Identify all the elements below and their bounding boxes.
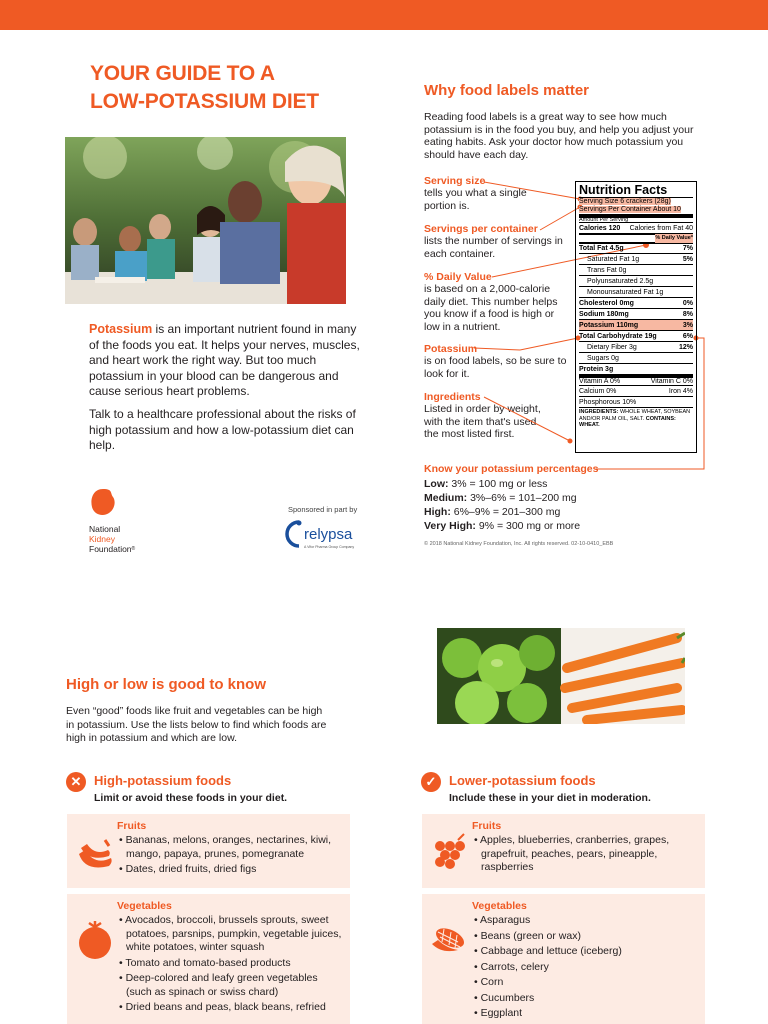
nf-vit-c: Vitamin C 0%	[650, 378, 693, 385]
annotation-title: Serving size	[424, 175, 486, 187]
nf-nutrient-dv: 6%	[682, 332, 693, 340]
relypsa-wordmark: relypsa	[304, 526, 353, 543]
nf-serving-size: Serving Size 6 crackers (28g)	[579, 198, 671, 205]
nkf-line-2: Kidney	[89, 534, 115, 544]
nf-nutrient-dv: 3%	[682, 321, 693, 329]
high-fruits-content	[117, 820, 342, 879]
nf-phosphorus-row	[579, 396, 693, 407]
percentage-value: 9% = 300 mg or more	[478, 520, 581, 532]
percentage-row	[424, 477, 624, 491]
nf-nutrient-row	[579, 330, 693, 341]
high-fruits-list	[117, 834, 342, 877]
nf-nutrient-row	[579, 264, 693, 275]
nkf-mark: ®	[131, 546, 136, 552]
nf-nutrient-name: Cholesterol 0mg	[579, 299, 634, 307]
nf-amount-per: Amount Per Serving	[579, 214, 693, 222]
high-low-title: High or low is good to know	[66, 676, 266, 693]
high-veg-box	[67, 894, 350, 1024]
nf-nutrient-dv: 7%	[682, 245, 693, 252]
list-item: • Carrots, celery	[474, 960, 549, 973]
nf-nutrient-row	[579, 341, 693, 352]
nf-calories-row	[579, 222, 693, 233]
percentage-row	[424, 505, 624, 519]
nf-nutrient-dv: 8%	[682, 310, 693, 318]
nf-nutrient-name: Protein 3g	[579, 365, 614, 373]
list-item: • Bananas, melons, oranges, nectarines, kiwi, mango, papaya, prunes, pomegranate	[119, 834, 332, 860]
percentage-label: Low:	[424, 478, 449, 490]
nf-iron: Iron 4%	[668, 387, 693, 395]
nf-ingredients	[579, 407, 693, 429]
list-item: • Corn	[474, 976, 504, 988]
labels-section-title: Why food labels matter	[424, 82, 590, 99]
tomato-icon	[75, 920, 115, 960]
percentage-label: Medium:	[424, 492, 468, 504]
nutrition-facts-label	[575, 181, 697, 453]
percentage-row	[424, 491, 624, 505]
title-line-1: YOUR GUIDE TO A	[90, 62, 275, 85]
annotation-text: Listed in order by weight, with the item that's used the most listed first.	[424, 403, 541, 440]
high-fruits-box	[67, 814, 350, 888]
nf-nutrient-name: Sugars 0g	[587, 354, 619, 362]
nf-nutrient-dv: 12%	[678, 343, 693, 351]
nf-nutrient-row	[579, 363, 693, 374]
nf-calcium: Calcium 0%	[579, 387, 617, 395]
labels-intro: Reading food labels is a great way to see how much potassium is in the food you buy, and help you adjust your eating habits. Ask your doctor how much potassium you should have each day.	[424, 111, 694, 161]
nf-vitamin-row-1	[579, 374, 693, 385]
low-fruits-list	[472, 834, 697, 875]
high-foods-title: High-potassium foods	[94, 773, 232, 788]
annotation-text: tells you what a single portion is.	[424, 187, 527, 212]
nf-nutrient-row	[579, 275, 693, 286]
nf-ingredients-label: INGREDIENTS:	[579, 409, 619, 415]
nf-servings-per: Servings Per Container About 10	[579, 206, 681, 213]
relypsa-sub: A Vifor Pharma Group Company	[304, 545, 355, 549]
list-item: • Dates, dried fruits, dried figs	[119, 863, 257, 875]
percentages-title: Know your potassium percentages	[424, 463, 599, 475]
potassium-percentages	[424, 463, 624, 533]
copyright-footnote: © 2018 National Kidney Foundation, Inc. All rights reserved. 02-10-0410_EBB	[424, 541, 614, 547]
percentage-value: 6%–9% = 201–300 mg	[453, 506, 561, 518]
list-item: • Beans (green or wax)	[474, 929, 581, 942]
high-veg-content	[117, 900, 342, 1017]
annotation-text: lists the number of servings in each container.	[424, 235, 563, 260]
nf-contains: CONTAINS: WHEAT.	[579, 415, 676, 428]
high-low-intro: Even “good” foods like fruit and vegetables can be high in potassium. Use the lists below to find which foods are high in potassium and which are low.	[66, 705, 327, 744]
nf-nutrient-dv: 0%	[682, 299, 693, 307]
low-fruits-content	[472, 820, 697, 877]
annotation-text: is on food labels, so be sure to look for it.	[424, 355, 567, 380]
list-item: • Apples, blueberries, cranberries, grapes, grapefruit, peaches, pears, pineapple, raspberries	[474, 834, 670, 873]
nf-nutrient-name: Monounsaturated Fat 1g	[587, 288, 664, 296]
low-foods-subtitle: Include these in your diet in moderation.	[449, 792, 651, 804]
annotation-title: Servings per container	[424, 223, 538, 235]
title-line-2: LOW-POTASSIUM DIET	[90, 90, 319, 113]
nf-nutrient-row	[579, 352, 693, 363]
nf-phosphorus: Phosphorous 10%	[579, 398, 637, 406]
annotation-title: Ingredients	[424, 391, 481, 403]
nf-nutrient-row	[579, 286, 693, 297]
check-icon: ✓	[421, 772, 441, 792]
nf-nutrient-row	[579, 253, 693, 264]
percentage-row	[424, 519, 624, 533]
high-foods-subtitle: Limit or avoid these foods in your diet.	[94, 792, 288, 804]
high-fruits-title: Fruits	[117, 820, 147, 832]
nf-vit-a: Vitamin A 0%	[579, 378, 621, 385]
list-item: • Dried beans and peas, black beans, refried	[119, 1001, 326, 1013]
nf-nutrient-row	[579, 297, 693, 308]
nf-dv-header: % Daily Value*	[655, 235, 693, 241]
low-veg-box	[422, 894, 705, 1024]
low-veg-title: Vegetables	[472, 900, 527, 912]
nf-calories: Calories 120	[579, 224, 621, 232]
list-item: • Eggplant	[474, 1007, 523, 1019]
photo-apples-carrots	[437, 628, 685, 724]
nkf-line-3: Foundation	[89, 544, 132, 554]
x-icon: ✕	[66, 772, 86, 792]
percentage-label: Very High:	[424, 520, 476, 532]
nf-nutrient-rows	[579, 242, 693, 374]
banana-icon	[75, 832, 115, 872]
list-item: • Avocados, broccoli, brussels sprouts, sweet potatoes, parsnips, pumpkin, vegetable juices, white potatoes, winter squash	[119, 914, 342, 953]
low-fruits-title: Fruits	[472, 820, 502, 832]
corn-icon	[428, 920, 468, 960]
annotation-title: Potassium	[424, 343, 478, 355]
nf-nutrient-name: Polyunsaturated 2.5g	[587, 277, 654, 285]
nf-nutrient-name: Total Fat 4.5g	[579, 245, 624, 252]
list-item: • Cucumbers	[474, 991, 535, 1004]
percentage-value: 3%–6% = 101–200 mg	[470, 492, 577, 504]
intro-p1-text: is an important nutrient found in many of the foods you eat. It helps your nerves, muscles, and heart work the right way. But too much potassium in your blood can be dangerous and cause serious heart problems.	[89, 322, 360, 398]
annotation-title: % Daily Value	[424, 271, 492, 283]
annotation-text: is based on a 2,000-calorie daily diet. This number helps you know if a food is high or low in a nutrient.	[424, 283, 558, 333]
nf-title: Nutrition Facts	[579, 183, 668, 197]
nf-nutrient-name: Dietary Fiber 3g	[587, 343, 637, 351]
list-item: • Asparagus	[474, 914, 531, 926]
nf-nutrient-row	[579, 319, 693, 330]
sponsor-text: Sponsored in part by	[288, 505, 358, 514]
percentage-label: High:	[424, 506, 451, 518]
nf-nutrient-name: Total Carbohydrate 19g	[579, 332, 657, 340]
nf-nutrient-name: Sodium 180mg	[579, 310, 629, 318]
percentage-value: 3% = 100 mg or less	[451, 478, 548, 490]
nf-vitamin-row-2	[579, 385, 693, 396]
percentages-list	[424, 477, 624, 533]
potassium-keyword: Potassium	[89, 322, 153, 336]
nkf-line-1: National	[89, 524, 121, 534]
list-item: • Tomato and tomato-based products	[119, 956, 291, 969]
grapes-icon	[428, 832, 468, 872]
nf-nutrient-name: Trans Fat 0g	[587, 266, 627, 274]
nf-ingredients-text: WHOLE WHEAT, SOYBEAN AND/OR PALM OIL, SALT.	[579, 409, 691, 422]
high-veg-title: Vegetables	[117, 900, 172, 912]
low-veg-list	[472, 914, 697, 1021]
list-item: • Cabbage and lettuce (iceberg)	[474, 945, 622, 957]
nf-calories-fat: Calories from Fat 40	[629, 224, 693, 232]
nf-nutrient-dv: 5%	[682, 255, 693, 263]
low-fruits-box	[422, 814, 705, 888]
intro-paragraph-2: Talk to a healthcare professional about the risks of high potassium and how a low-potassium diet can help.	[89, 407, 356, 452]
high-veg-list	[117, 914, 342, 1015]
list-item: • Deep-colored and leafy green vegetables (such as spinach or swiss chard)	[119, 972, 318, 998]
nf-dv-header-row	[579, 233, 693, 242]
nf-nutrient-row	[579, 242, 693, 253]
low-foods-title: Lower-potassium foods	[449, 773, 596, 788]
low-veg-content	[472, 900, 697, 1023]
nf-nutrient-name: Saturated Fat 1g	[587, 255, 640, 263]
nf-nutrient-row	[579, 308, 693, 319]
nf-nutrient-name: Potassium 110mg	[579, 321, 639, 329]
